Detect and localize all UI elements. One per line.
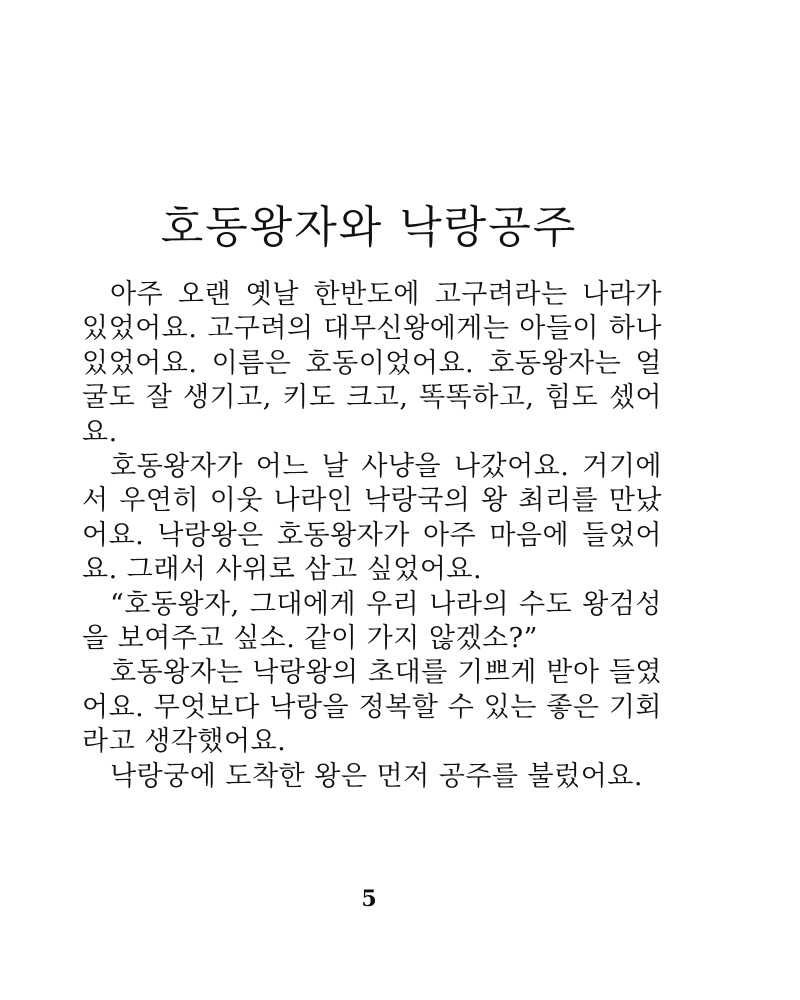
paragraph-1: 아주 오랜 옛날 한반도에 고구려라는 나라가 있었어요. 고구려의 대무신왕에게는 아들이 하나 있었어요. 이름은 호동이었어요. 호동왕자는 얼굴도 잘 생기고, 키도 크고, 똑똑하고, 힘도 셌어요. bbox=[82, 279, 662, 448]
paragraph-2: 호동왕자가 어느 날 사냥을 나갔어요. 거기에서 우연히 이웃 나라인 낙랑국의 왕 최리를 만났어요. 낙랑왕은 호동왕자가 아주 마음에 들었어요. 그래서 사위로 삼고 싶었어요. bbox=[82, 451, 662, 586]
paragraph-4: 호동왕자는 낙랑왕의 초대를 기쁘게 받아 들였어요. 무엇보다 낙랑을 정복할 수 있는 좋은 기회라고 생각했어요. bbox=[82, 657, 662, 758]
paragraph-3-dialogue: “호동왕자, 그대에게 우리 나라의 수도 왕검성을 보여주고 싶소. 같이 가지 않겠소?” bbox=[82, 588, 662, 655]
page-number: 5 bbox=[361, 886, 377, 912]
story-title: 호동왕자와 낙랑공주 bbox=[160, 202, 578, 253]
story-body bbox=[82, 278, 662, 794]
paragraph-5: 낙랑궁에 도착한 왕은 먼저 공주를 불렀어요. bbox=[110, 760, 643, 792]
